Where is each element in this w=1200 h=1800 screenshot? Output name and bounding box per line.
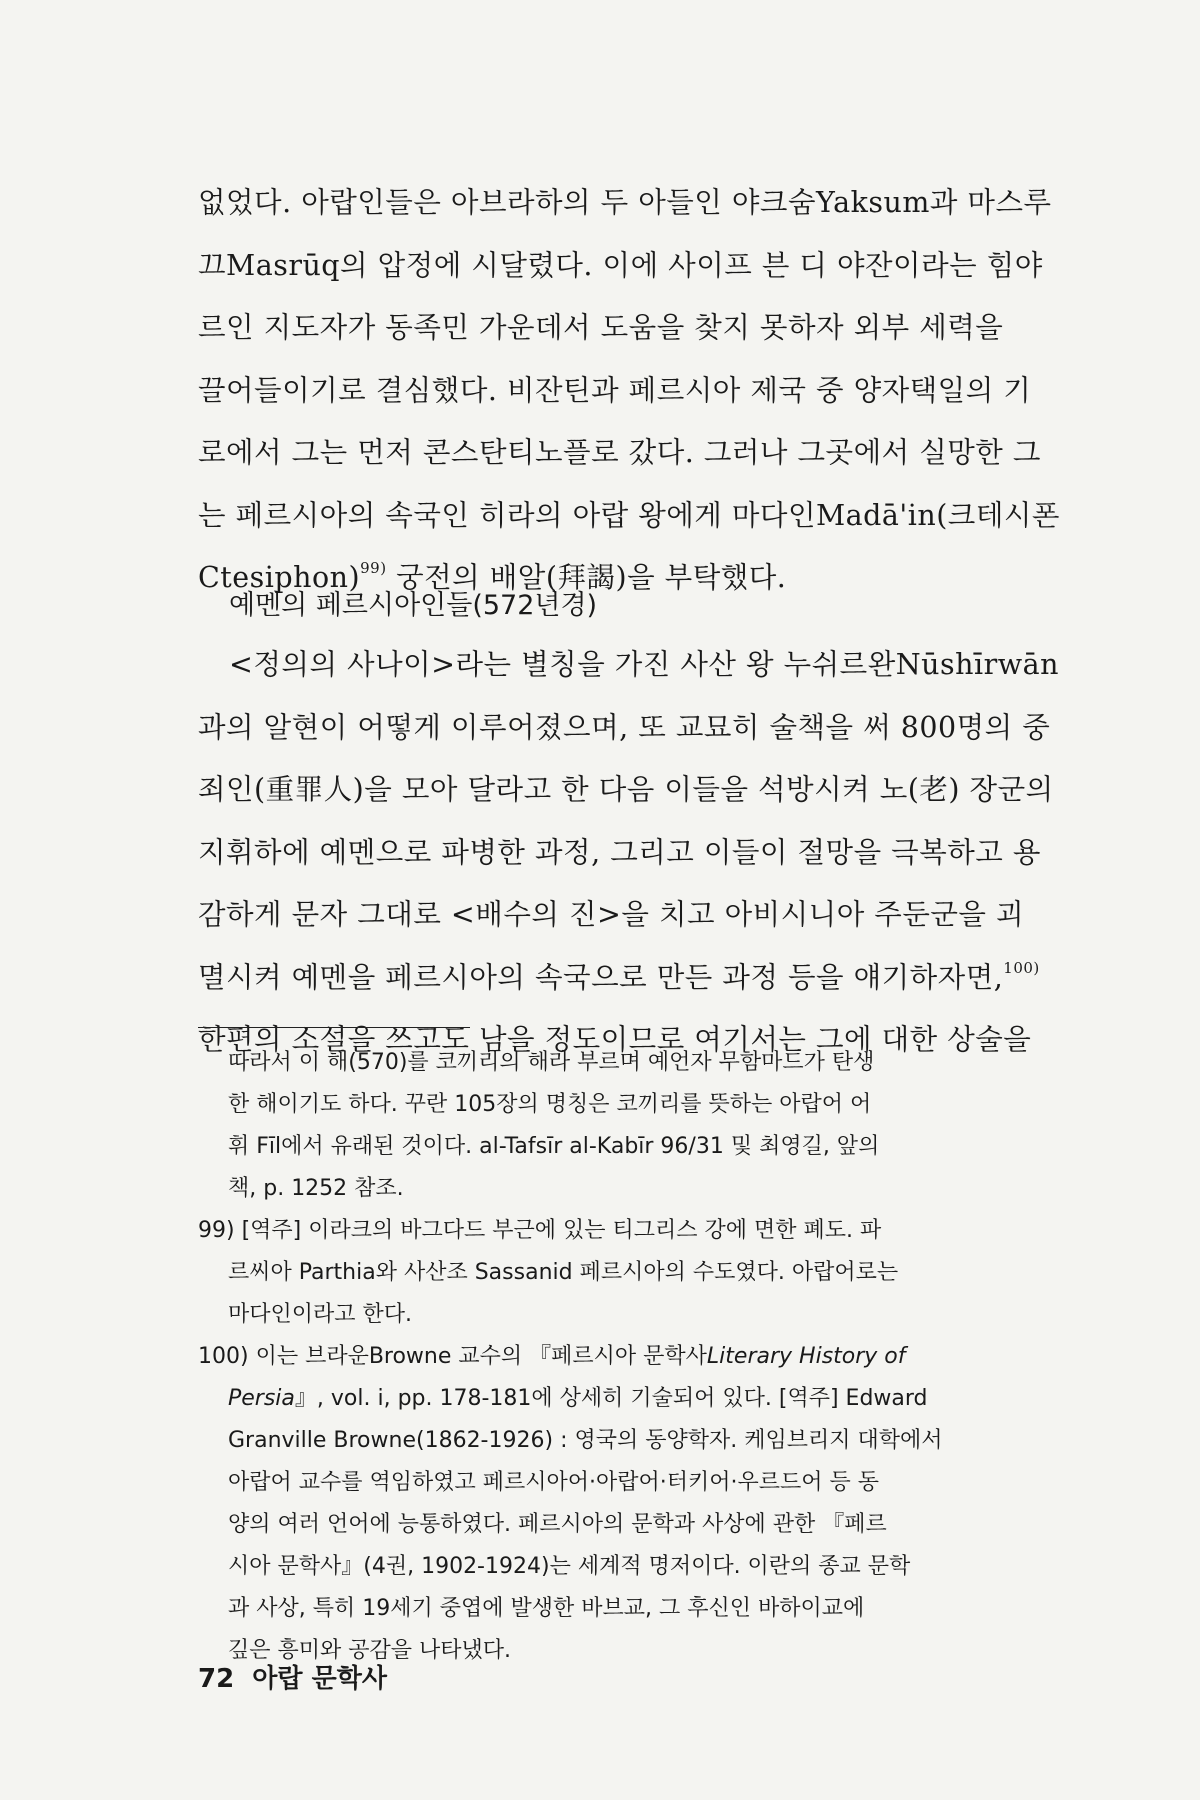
book-title-italic: Persia	[228, 1386, 295, 1411]
footnote-line: 르씨아 Parthia와 사산조 Sassanid 페르시아의 수도였다. 아랍어로는	[228, 1260, 899, 1285]
footnote-line: 양의 여러 언어에 능통하였다. 페르시아의 문학과 사상에 관한 『페르	[228, 1512, 887, 1537]
body-line: 르인 지도자가 동족민 가운데서 도움을 찾지 못하자 외부 세력을	[198, 311, 1004, 344]
body-line: 없었다. 아랍인들은 아브라하의 두 아들인 야크숨Yaksum과 마스루	[198, 186, 1052, 219]
footnote-divider	[198, 1027, 470, 1028]
footnote-line: 따라서 이 해(570)를 코끼리의 해라 부르며 예언자 무함마드가 탄생	[228, 1050, 875, 1075]
body-line: 감하게 문자 그대로 <배수의 진>을 치고 아비시니아 주둔군을 괴	[198, 898, 1025, 931]
footnote-line	[198, 1378, 1043, 1420]
body-line: 죄인(重罪人)을 모아 달라고 한 다음 이들을 석방시켜 노(老) 장군의	[198, 773, 1054, 806]
section-heading: 예멘의 페르시아인들(572년경)	[229, 590, 598, 621]
body-line: 한편의 소설을 쓰고도 남을 정도이므로 여기서는 그에 대한 상술을	[198, 1023, 1032, 1056]
body-text-top	[198, 172, 1060, 610]
page-footer	[198, 1658, 387, 1695]
footnote-text: 100) 이는 브라운Browne 교수의 『페르시아 문학사	[198, 1344, 707, 1369]
footnote-line: 마다인이라고 한다.	[228, 1302, 413, 1327]
body-line: 는 페르시아의 속국인 히라의 아랍 왕에게 마다인Madā'in(크테시폰	[198, 498, 1060, 532]
footnote-line: 책, p. 1252 참조.	[228, 1176, 404, 1201]
footnote-99: 99) [역주] 이라크의 바그다드 부근에 있는 티그리스 강에 면한 폐도. 파	[198, 1218, 882, 1243]
footnote-line: 아랍어 교수를 역임하였고 페르시아어·아랍어·터키어·우르드어 등 동	[228, 1470, 880, 1495]
page-number: 72	[198, 1664, 235, 1694]
body-text-segment: 궁전의 배알(拜謁)을 부탁했다.	[386, 561, 787, 594]
footnote-line: Granville Browne(1862-1926) : 영국의 동양학자. 케임브리지 대학에서	[228, 1428, 943, 1453]
footnote-line: 휘 Fīl에서 유래된 것이다. al-Tafsīr al-Kabīr 96/31 및 최영길, 앞의	[228, 1134, 880, 1159]
section-block	[198, 578, 1059, 1072]
footnote-ref-99: 99)	[360, 559, 387, 577]
body-line: 지휘하에 예멘으로 파병한 과정, 그리고 이들이 절망을 극복하고 용	[198, 835, 1041, 869]
footnote-line: 시아 문학사』(4권, 1902-1924)는 세계적 명저이다. 이란의 종교 문학	[228, 1554, 911, 1579]
footnote-text: 』, vol. i, pp. 178-181에 상세히 기술되어 있다. [역주] Edward	[294, 1386, 928, 1411]
book-title-italic: Literary History of	[706, 1344, 906, 1369]
body-line: 끄Masrūq의 압정에 시달렸다. 이에 사이프 븐 디 야잔이라는 힘야	[198, 248, 1043, 282]
body-line: <정의의 사나이>라는 별칭을 가진 사산 왕 누쉬르완Nūshīrwān	[229, 648, 1059, 681]
footnote-ref-100: 100)	[1003, 958, 1040, 977]
footnote-100	[198, 1336, 1043, 1378]
body-line-with-footnote-ref	[198, 947, 1040, 1010]
footnotes	[198, 1042, 1043, 1672]
body-text-segment: Ctesiphon)	[198, 561, 361, 594]
footnote-line: 한 해이기도 하다. 꾸란 105장의 명칭은 코끼리를 뜻하는 아랍어 어	[228, 1092, 872, 1117]
footnote-line: 깊은 흥미와 공감을 나타냈다.	[228, 1638, 511, 1663]
body-line: 로에서 그는 먼저 콘스탄티노플로 갔다. 그러나 그곳에서 실망한 그	[198, 436, 1041, 469]
body-text-segment: 멸시켜 예멘을 페르시아의 속국으로 만든 과정 등을 얘기하자면,	[198, 960, 1004, 994]
body-line: 끌어들이기로 결심했다. 비잔틴과 페르시아 제국 중 양자택일의 기	[198, 373, 1032, 407]
footnote-line: 과 사상, 특히 19세기 중엽에 발생한 바브교, 그 후신인 바하이교에	[228, 1596, 865, 1621]
running-title: 아랍 문학사	[252, 1664, 387, 1694]
body-line: 과의 알현이 어떻게 이루어졌으며, 또 교묘히 술책을 써 800명의 중	[198, 710, 1051, 744]
